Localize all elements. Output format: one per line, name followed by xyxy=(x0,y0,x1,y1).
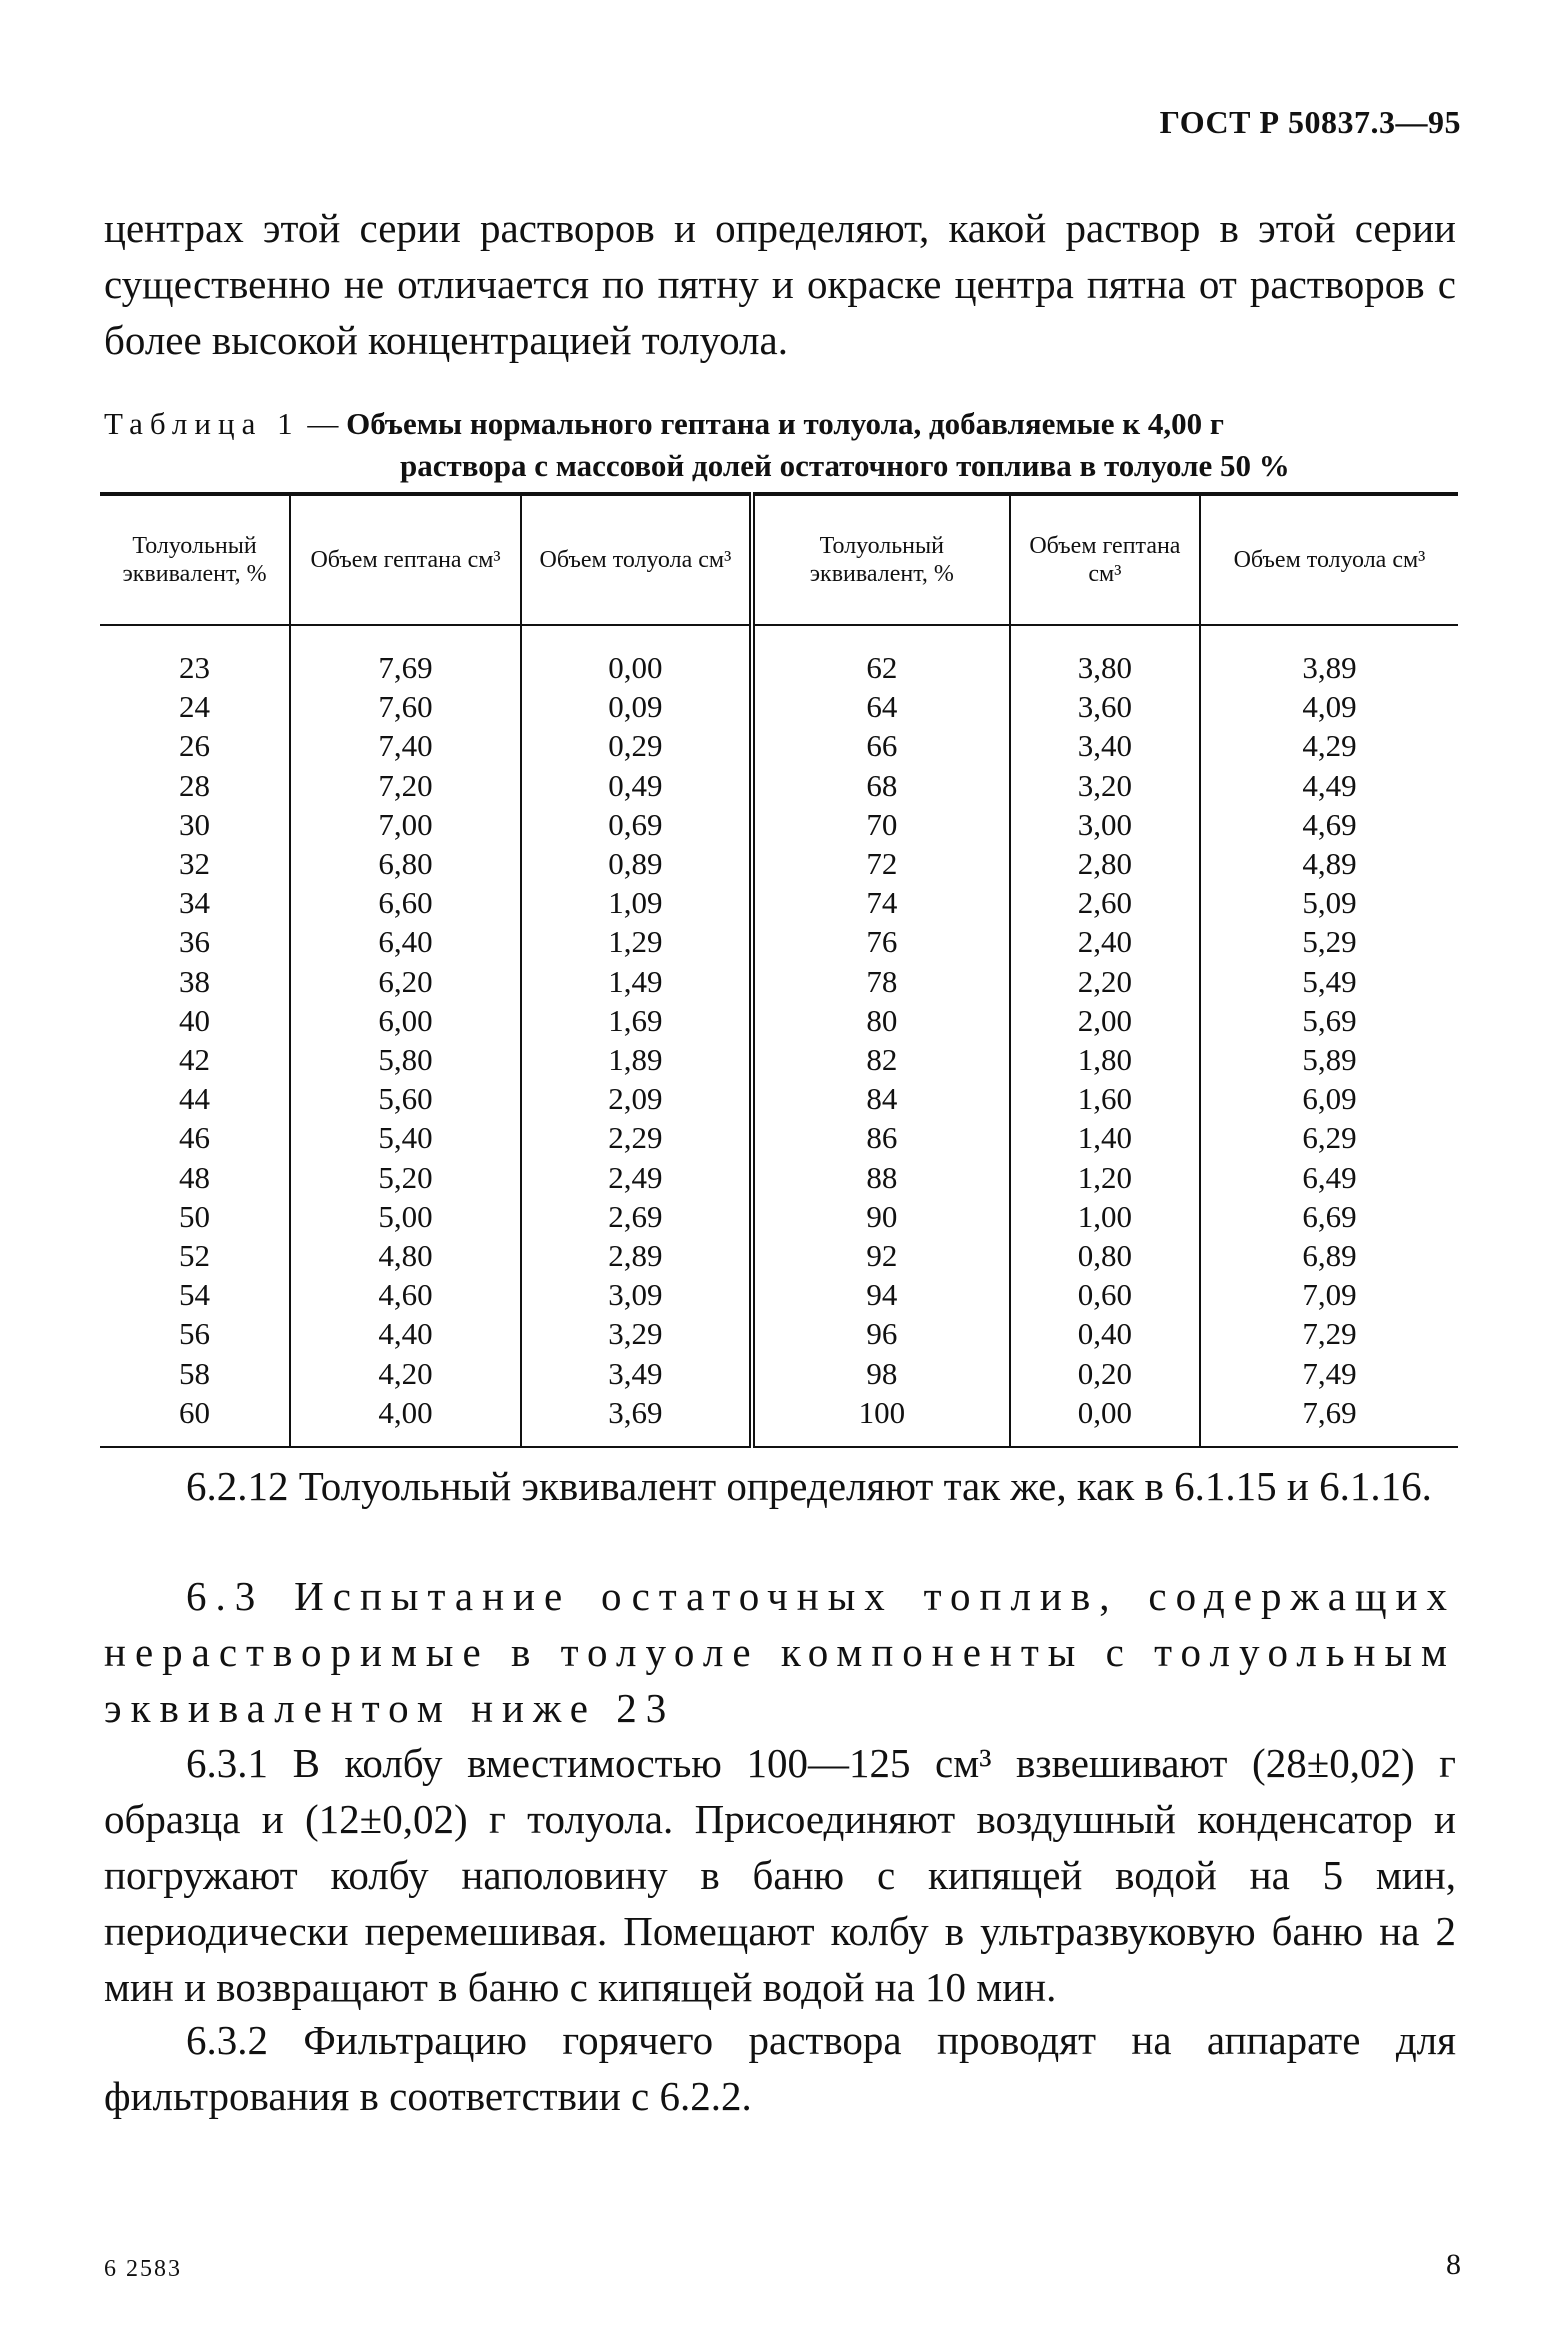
table-cell: 5,49 xyxy=(1200,962,1458,1001)
table-cell: 36 xyxy=(179,924,211,960)
table-caption xyxy=(104,403,1456,487)
table-cell: 4,60 xyxy=(290,1275,521,1314)
table-cell: 2,69 xyxy=(521,1197,752,1236)
table-cell: 44 xyxy=(179,1081,211,1117)
table-cell: 1,40 xyxy=(1010,1118,1200,1157)
table-cell: 4,49 xyxy=(1200,766,1458,805)
header-cell: Толуольный эквивалент, % xyxy=(752,494,1010,625)
table-cell: 3,20 xyxy=(1010,766,1200,805)
table-cell: 4,00 xyxy=(290,1393,521,1447)
table-cell: 6,20 xyxy=(290,962,521,1001)
table-cell: 56 xyxy=(179,1316,211,1352)
table-cell: 6,69 xyxy=(1200,1197,1458,1236)
table-cell: 6,49 xyxy=(1200,1158,1458,1197)
table-cell: 1,00 xyxy=(1010,1197,1200,1236)
table-title-line1: Объемы нормального гептана и толуола, добавляемые к 4,00 г xyxy=(346,406,1224,441)
table-cell: 0,69 xyxy=(521,805,752,844)
table-cell: 2,40 xyxy=(1010,922,1200,961)
table-cell: 2,20 xyxy=(1010,962,1200,1001)
footer-code: 6 2583 xyxy=(104,2256,182,2282)
table-row xyxy=(100,962,1458,1001)
table-cell: 1,80 xyxy=(1010,1040,1200,1079)
table-cell: 7,49 xyxy=(1200,1354,1458,1393)
table-cell: 4,40 xyxy=(290,1314,521,1353)
table-cell: 1,49 xyxy=(521,962,752,1001)
caption-dash: — xyxy=(299,406,347,441)
table-cell: 0,80 xyxy=(1010,1236,1200,1275)
section-6-3-2: 6.3.2 Фильтрацию горячего раствора проводят на аппарате для фильтрования в соответствии с 6.2.2. xyxy=(104,2017,1456,2119)
table-cell: 0,00 xyxy=(1010,1393,1200,1447)
data-table-wrapper xyxy=(100,492,1458,1448)
table-cell: 24 xyxy=(179,689,211,725)
table-cell: 4,29 xyxy=(1200,726,1458,765)
table-cell: 60 xyxy=(179,1394,211,1430)
table-cell: 7,00 xyxy=(290,805,521,844)
table-label: Таблица 1 xyxy=(104,406,300,441)
table-cell: 4,20 xyxy=(290,1354,521,1393)
table-cell: 2,29 xyxy=(521,1118,752,1157)
table-body xyxy=(100,625,1458,1447)
table-cell: 46 xyxy=(179,1120,211,1156)
table-cell: 0,89 xyxy=(521,844,752,883)
section-6-3-1: 6.3.1 В колбу вместимостью 100—125 см³ взвешивают (28±0,02) г образца и (12±0,02) г толуола. Присоединяют воздушный конденсатор и погружают колбу наполовину в баню с кипящей водой на 5 мин, периодически перемешивая. Помещают колбу в ультразвуковую баню на 2 мин и возвращают в баню с кипящей водой на 10 мин. xyxy=(104,1740,1456,2010)
table-cell: 3,49 xyxy=(521,1354,752,1393)
table-cell: 2,60 xyxy=(1010,883,1200,922)
table-cell: 94 xyxy=(752,1275,1010,1314)
header-cell: Объем гептана см³ xyxy=(290,494,521,625)
table-cell: 3,09 xyxy=(521,1275,752,1314)
table-cell: 4,80 xyxy=(290,1236,521,1275)
table-cell: 92 xyxy=(752,1236,1010,1275)
table-cell: 74 xyxy=(752,883,1010,922)
table-cell: 30 xyxy=(179,806,211,842)
table-cell: 0,29 xyxy=(521,726,752,765)
table-cell: 5,29 xyxy=(1200,922,1458,961)
table-cell: 0,40 xyxy=(1010,1314,1200,1353)
table-cell: 26 xyxy=(179,728,211,764)
table-cell: 78 xyxy=(752,962,1010,1001)
table-cell: 7,40 xyxy=(290,726,521,765)
table-cell: 48 xyxy=(179,1159,211,1195)
table-cell: 32 xyxy=(179,846,211,882)
table-cell: 7,29 xyxy=(1200,1314,1458,1353)
table-cell: 96 xyxy=(752,1314,1010,1353)
table-cell: 64 xyxy=(752,687,1010,726)
table-cell: 6,89 xyxy=(1200,1236,1458,1275)
table-cell: 0,09 xyxy=(521,687,752,726)
table-cell: 5,40 xyxy=(290,1118,521,1157)
table-cell: 1,60 xyxy=(1010,1079,1200,1118)
section-6-2-12: 6.2.12 Толуольный эквивалент определяют так же, как в 6.1.15 и 6.1.16. xyxy=(186,1463,1432,1509)
table-cell: 5,09 xyxy=(1200,883,1458,922)
table-cell: 3,60 xyxy=(1010,687,1200,726)
table-cell: 5,60 xyxy=(290,1079,521,1118)
table-row xyxy=(100,844,1458,883)
table-cell: 7,69 xyxy=(1200,1393,1458,1447)
table-cell: 82 xyxy=(752,1040,1010,1079)
table-cell: 66 xyxy=(752,726,1010,765)
table-cell: 7,20 xyxy=(290,766,521,805)
table-cell: 54 xyxy=(179,1277,211,1313)
table-row xyxy=(100,1275,1458,1314)
table-cell: 84 xyxy=(752,1079,1010,1118)
table-cell: 4,69 xyxy=(1200,805,1458,844)
table-cell: 7,60 xyxy=(290,687,521,726)
page-number: 8 xyxy=(1446,2248,1461,2281)
table-row xyxy=(100,1393,1458,1447)
table-row xyxy=(100,922,1458,961)
table-cell: 72 xyxy=(752,844,1010,883)
table-cell: 6,09 xyxy=(1200,1079,1458,1118)
table-cell: 2,89 xyxy=(521,1236,752,1275)
table-row xyxy=(100,1079,1458,1118)
table-cell: 100 xyxy=(752,1393,1010,1447)
table-cell: 88 xyxy=(752,1158,1010,1197)
table-cell: 4,09 xyxy=(1200,687,1458,726)
table-row xyxy=(100,726,1458,765)
table-row xyxy=(100,1040,1458,1079)
table-row xyxy=(100,1197,1458,1236)
table-cell: 0,60 xyxy=(1010,1275,1200,1314)
table-row xyxy=(100,625,1458,687)
header-cell: Толуольный эквивалент, % xyxy=(100,494,290,625)
header-cell: Объем гептана см³ xyxy=(1010,494,1200,625)
table-cell: 42 xyxy=(179,1042,211,1078)
table-cell: 38 xyxy=(179,963,211,999)
document-header: ГОСТ Р 50837.3—95 xyxy=(1159,104,1461,140)
intro-paragraph: центрах этой серии растворов и определяют, какой раствор в этой серии существенно не отличается по пятну и окраске центра пятна от растворов с более высокой концентрацией толуола. xyxy=(104,205,1456,363)
table-cell: 5,20 xyxy=(290,1158,521,1197)
table-cell: 23 xyxy=(179,650,211,685)
table-cell: 34 xyxy=(179,885,211,921)
table-cell: 2,09 xyxy=(521,1079,752,1118)
table-cell: 3,89 xyxy=(1200,625,1458,687)
table-cell: 3,69 xyxy=(521,1393,752,1447)
table-cell: 7,69 xyxy=(290,625,521,687)
table-cell: 1,29 xyxy=(521,922,752,961)
table-row xyxy=(100,1354,1458,1393)
table-cell: 5,69 xyxy=(1200,1001,1458,1040)
table-cell: 2,80 xyxy=(1010,844,1200,883)
table-cell: 52 xyxy=(179,1238,211,1274)
table-cell: 6,40 xyxy=(290,922,521,961)
header-cell: Объем толуола см³ xyxy=(521,494,752,625)
table-cell: 1,09 xyxy=(521,883,752,922)
table-cell: 6,29 xyxy=(1200,1118,1458,1157)
table-cell: 80 xyxy=(752,1001,1010,1040)
table-cell: 0,00 xyxy=(521,625,752,687)
table-cell: 2,49 xyxy=(521,1158,752,1197)
table-cell: 5,89 xyxy=(1200,1040,1458,1079)
data-table xyxy=(100,492,1458,1448)
table-cell: 0,20 xyxy=(1010,1354,1200,1393)
table-cell: 1,89 xyxy=(521,1040,752,1079)
table-row xyxy=(100,1118,1458,1157)
table-row xyxy=(100,1001,1458,1040)
table-row xyxy=(100,687,1458,726)
table-cell: 90 xyxy=(752,1197,1010,1236)
table-cell: 0,49 xyxy=(521,766,752,805)
table-cell: 40 xyxy=(179,1002,211,1038)
table-row xyxy=(100,1314,1458,1353)
table-cell: 70 xyxy=(752,805,1010,844)
table-cell: 5,00 xyxy=(290,1197,521,1236)
table-header-row xyxy=(100,494,1458,625)
table-row xyxy=(100,766,1458,805)
table-cell: 76 xyxy=(752,922,1010,961)
table-cell: 50 xyxy=(179,1198,211,1234)
header-cell: Объем толуола см³ xyxy=(1200,494,1458,625)
table-cell: 86 xyxy=(752,1118,1010,1157)
table-cell: 6,00 xyxy=(290,1001,521,1040)
table-cell: 98 xyxy=(752,1354,1010,1393)
table-cell: 6,60 xyxy=(290,883,521,922)
table-cell: 62 xyxy=(752,625,1010,687)
table-row xyxy=(100,805,1458,844)
table-title-line2: раствора с массовой долей остаточного топлива в толуоле 50 % xyxy=(400,448,1290,483)
table-row xyxy=(100,1158,1458,1197)
table-row xyxy=(100,883,1458,922)
table-cell: 1,20 xyxy=(1010,1158,1200,1197)
table-cell: 2,00 xyxy=(1010,1001,1200,1040)
table-cell: 68 xyxy=(752,766,1010,805)
table-cell: 7,09 xyxy=(1200,1275,1458,1314)
table-cell: 4,89 xyxy=(1200,844,1458,883)
table-cell: 6,80 xyxy=(290,844,521,883)
section-6-3-heading: 6.3 Испытание остаточных топлив, содержащих нерастворимые в толуоле компоненты с толуольным эквивалентом ниже 23 xyxy=(104,1573,1456,1731)
table-cell: 5,80 xyxy=(290,1040,521,1079)
table-cell: 3,40 xyxy=(1010,726,1200,765)
table-cell: 28 xyxy=(179,767,211,803)
table-cell: 1,69 xyxy=(521,1001,752,1040)
table-cell: 58 xyxy=(179,1355,211,1391)
table-cell: 3,29 xyxy=(521,1314,752,1353)
table-cell: 3,80 xyxy=(1010,625,1200,687)
table-row xyxy=(100,1236,1458,1275)
table-cell: 3,00 xyxy=(1010,805,1200,844)
